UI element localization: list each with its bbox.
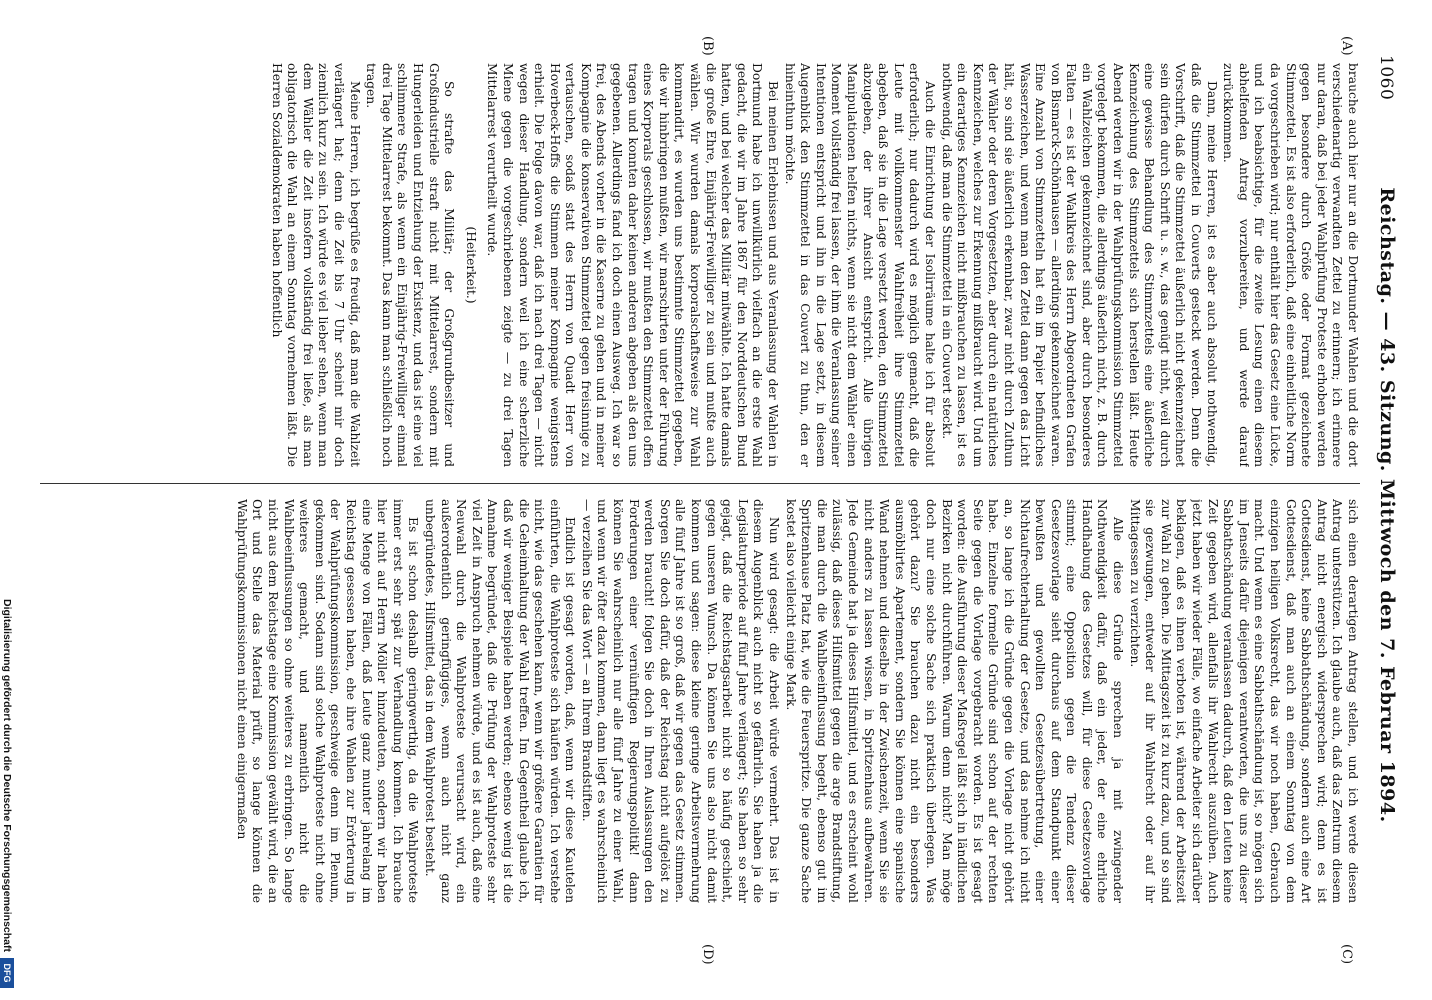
margin-mark-c: (C): [1339, 944, 1354, 965]
funding-notice: Digitalisierung gefördert durch die Deutsche Forschungsgemeinschaft: [1, 599, 13, 952]
dfg-logo: DFG: [0, 958, 14, 988]
paragraph: Es ist schon deshalb geringwerthig, da die Wahlproteste immer erst sehr spät zur Verhandlung kommen. Ich brauche hier nicht auf Herrn Möller hinzudeuten, sondern wir haben eine Menge von Fällen, daß Leute ganz munter jahrelang im Reichstag gesessen haben, ehe ihre Wahlen zur Erörterung in der Wahlprüfungskommission, geschweige denn im Plenum, gekommen sind. Sodann sind solche Wahlproteste nicht ohne weiteres gemacht, und namentlich nicht die Wahlbeeinflussungen so ohne weiteres zu erbringen. So lange nicht aus dem Reichstage eine Kommission gewählt wird, die an Ort und Stelle das Material prüft, so lange können die Wahlprüfungskommissionen nicht einen einigermaßen: [234, 499, 421, 903]
page-number: 1060: [1376, 55, 1396, 101]
paragraph: Auch die Einrichtung der Isolirräume halte ich für absolut erforderlich; nur dadurch wird es möglich gemacht, daß die Leute mit vollkommenster Wahlfreiheit ihre Stimmzettel abgeben, daß sie in die Lage versetzt werden, den Stimmzettel abzugeben, der ihrer Ansicht entspricht. Alle übrigen Manipulationen helfen nichts, wenn sie nicht dem Wähler einen Moment vollständig frei lassen, der ihm die Veranlassung seiner Intentionen entspricht und ihn in die Lage setzt, in diesem Augenblick den Stimmzettel in das Couvert zu thun, den er hineinthun möchte.: [782, 63, 937, 467]
page-title: Reichstag. — 43. Sitzung. Mittwoch den 7. Februar 1894.: [1376, 187, 1398, 823]
paragraph: Alle diese Gründe sprechen ja mit zwingender Nothwendigkeit dafür, daß ein jeder, der eine ehrliche Handhabung des Gesetzes will, für diese Gesetzesvorlage stimmt; eine Opposition gegen die Tendenz dieser Gesetzesvorlage sieht durchaus auf dem Standpunkt einer bewußten und gewollten Gesetzesübertretung, einer Nichtaufrechterhaltung der Gesetze, und das nehme ich nicht an, so lange ich die Gründe gegen die Vorlage nicht gehört habe. Einzelne formelle Gründe sind schon auf der rechten Seite gegen die Vorlage vorgebracht worden. Es ist gesagt worden: die Ausführung dieser Maßregel läßt sich in ländlichen Bezirken nicht durchführen. Warum denn nicht? Man möge doch nur eine solche Sache sich praktisch überlegen. Was gehört dazu? Sie brauchen dazu nicht ein besonders ausmöblirtes Apartement, sondern Sie können eine spanische Wand nehmen und dieselbe in der Zwischenzeit, wenn Sie sie nicht anders zu lassen wissen, in Spritzenhaus aufbewahren. Jede Gemeinde hat ja dieses Hilfsmittel, und es erscheint wohl zulässig, daß dieses Hilfsmittel gegen die arge Brandstiftung, die man durch die Wahlbeeinflussung begeht, ebenso gut im Spritzenhause Platz hat, wie die Feuerspritze. Die ganze Sache kostet also vielleicht einige Mark.: [783, 499, 1126, 903]
column-divider: [40, 483, 1360, 484]
margin-mark-a: (A): [1339, 36, 1354, 56]
paragraph: Bei meinen Erlebnissen und aus Veranlassung der Wahlen in Dortmund habe ich unwillkürlich vielfach an die erste Wahl gedacht, die wir im Jahre 1867 für den Norddeutschen Bund hatten, und bei welcher das Militär mitwählte. Ich hatte damals die große Ehre, Einjährig-Freiwilliger zu sein und mußte auch wählen. Wir wurden damals korporalschaftsweise zur Wahl kommandirt, es wurden uns bestimmte Stimmzettel gegeben, die wir hinbringen mußten, wir marschirten unter der Führung eines Korporals geschlossen, wir mußten den Stimmzettel offen tragen und konnten daher keinen anderen abgeben als den uns gegebenen. Allerdings fand ich doch einen Ausweg. Ich war so frei, des Abends vorher in die Kaserne zu gehen und in meiner Kompagnie die konservativen Stimmzettel gegen freisinnige zu vertauschen, sodaß statt des Herrn von Quadt Herr von Hoverbeck-Hoffs die Stimmen meiner Kompagnie wenigstens erhielt. Die Folge davon war, daß ich nach drei Tagen — nicht wegen dieser Handlung, sondern weil ich eine scherzliche Miene gegen die vorgeschriebenen zeigte — zu drei Tagen Mittelarrest verurtheilt wurde.: [485, 63, 781, 467]
paragraph: Endlich ist gesagt worden, daß, wenn wir diese Kautelen einführten, die Wahlproteste sich häufen würden. Ich verstehe nicht, wie das geschehen kann, wenn wir größere Garantien für die Geheimhaltung der Wahl treffen. Im Gegentheil glaube ich, daß wir weniger Beispiele haben werden; ebenso wenig ist die Annahme begründet, daß die Prüfung der Wahlproteste sehr viel Zeit in Anspruch nehmen würde, und es ist auch, daß eine Neuwahl durch die Wahlproteste verursacht wird, ein außerordentlich geringfügiges, wenn auch nicht ganz unbegründetes, Hilfsmittel, das in dem Wahlprotest besteht.: [422, 499, 578, 903]
paragraph: Nun wird gesagt: die Arbeit würde vermehrt. Das ist in diesem Augenblick auch nicht so gefährlich. Sie haben ja die Legislaturperiode auf fünf Jahre verlängert; Sie haben so sehr gejagt, daß die Reichstagsarbeit nicht so häufig geschieht, gegen unseren Wunsch. Da können Sie uns also nicht damit kommen und sagen: diese kleine geringe Arbeitsvermehrung alle fünf Jahre ist so groß, daß wir gegen das Gesetz stimmen. Sorgen Sie doch dafür, daß der Reichstag nicht aufgelöst zu werden braucht! folgen Sie doch in Ihren Auslassungen den Forderungen einer vernünftigen Regierungspolitik! dann können Sie wahrscheinlich nur alle fünf Jahre zu einer Wahl, und wenn wir öfter dazu kommen, dann liegt es wahrscheinlich — verzeihen Sie das Wort — an Ihrem Brandstiften.: [579, 499, 782, 903]
paragraph: Meine Herren, ich begrüße es freudig, daß man die Wahlzeit verlängert hat; denn die Zeit bis 7 Uhr scheint mir doch ziemlich kurz zu sein. Ich würde es viel lieber sehen, wenn man dem Wähler die Zeit insofern vollständig frei ließe, als man obligatorisch die Wahl an einem Sonntag vornehmen läßt. Die Herren Sozialdemokraten haben hoffentlich: [269, 63, 362, 467]
paragraph: So strafte das Militär; der Großgrundbesitzer und Großindustrielle straft nicht mit Mittelarrest, sondern mit Hungerleiden und Entziehung der Existenz, und das ist eine viel schlimmere Strafe, als wenn ein Einjährig-Freiwilliger einmal drei Tage Mittelarrest bekommt. Das kann man schließlich noch tragen.: [364, 63, 457, 467]
interjection: (Heiterkeit.): [463, 226, 478, 304]
paragraph: Dann, meine Herren, ist es aber auch absolut nothwendig, daß die Stimmzettel in Couverts gesteckt werden. Denn die Vorschrift, daß die Stimmzettel äußerlich nicht gekennzeichnet sein dürfen durch Schrift u. s. w., das genügt nicht, weil durch eine gewisse Behandlung des Stimmzettels eine äußerliche Kennzeichnung des Stimmzettels sich herstellen läßt. Heute Abend werden wir in der Wahlprüfungskommission Stimmzettel vorgelegt bekommen, die allerdings äußerlich nicht, z. B. durch ein Wahlzeichen gekennzeichnet sind, aber durch besonderes Falten — es ist der Wahlkreis des Herrn Abgeordneten Grafen von Bismarck-Schönhausen — allerdings gekennzeichnet waren. Eine Anzahl von Stimmzetteln hat ein im Papier befindliches Wasserzeichen, und wenn man den Zettel dann gegen das Licht hält, so sind sie äußerlich erkennbar, zwar nicht durch Zuthun der Wähler oder deren Vorgesetzten, aber durch ein natürliches Kennzeichen, welches zur Erkennung mißbraucht wird. Und um ein derartiges Kennzeichen nicht mißbrauchen zu lassen, ist es nothwendig, daß man die Stimmzettel in ein Couvert steckt.: [939, 63, 1219, 467]
margin-mark-b: (B): [700, 36, 715, 56]
paragraph: sich einen derartigen Antrag stellen, und ich werde diesen Antrag unterstützen. Ich glaube auch, daß das Zentrum diesem Antrag nicht energisch widersprechen wird; denn es ist Gottesdienst, keine Sabbathschändung, sondern auch eine Art Gottesdienst, daß man auch an einem Sonntag von dem einzigen heiligen Volksrecht, das wir noch haben, Gebrauch macht. Und wenn es eine Sabbathschändung ist, so mögen sich im Jenseits dafür diejenigen verantworten, die uns zu dieser Sabbathschändung veranlassen dadurch, daß den Leuten keine Zeit gegeben wird, allenfalls ihr Wahlrecht auszuüben. Auch jetzt haben wir wieder Fälle, wo einfache Arbeiter sich darüber beklagen, daß es ihnen verboten ist, während der Arbeitszeit zur Wahl zu gehen. Die Mittagszeit ist zu kurz dazu, und so sind sie gezwungen, entweder auf ihr Wahlrecht oder auf ihr Mittagessen zu verzichten.: [1127, 499, 1360, 903]
right-column: [40, 499, 1360, 903]
margin-mark-d: (D): [700, 944, 715, 965]
page-header: [1366, 55, 1402, 955]
paragraph: brauche auch hier nur an die Dortmunder Wahlen und die dort verschiedenartig verwandten Zettel zu erinnern; ich erinnere nur daran, daß bei jeder Wahlprüfung Proteste erhoben werden gegen besondere durch Größe oder Format gezeichnete Stimmzettel. Es ist also erforderlich, daß eine einheitliche Norm da vorgeschrieben wird; nur enthält hier das Gesetz eine Lücke, und ich beabsichtige, für die zweite Lesung einen diesem abhelfenden Antrag vorzubereiten, und werde darauf zurückkommen.: [1221, 63, 1360, 467]
left-column: [40, 63, 1360, 467]
